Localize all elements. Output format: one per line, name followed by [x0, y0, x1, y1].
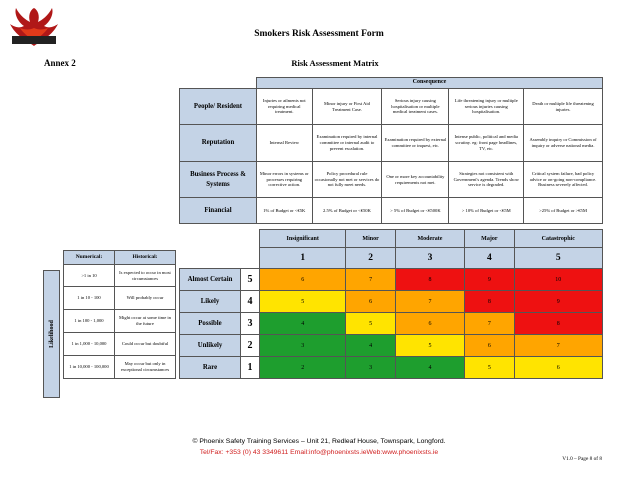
risk-score-cell: 5 [395, 335, 464, 357]
footer-contact: Tel/Fax: +353 (0) 43 3349611 Email:info@phoenixsts.ieWeb:www.phoenixsts.ie [199, 449, 439, 456]
table-row [64, 356, 176, 379]
likelihood-axis-label [43, 270, 60, 398]
consequence-cell: > 10% of Budget or <€5M [449, 198, 524, 224]
risk-score-cell: 10 [514, 269, 602, 291]
historical-cell: Will probably occur [115, 287, 176, 310]
historical-cell: Might occur at some time in the future [115, 310, 176, 333]
consequence-cell: Minor injury or First Aid Treatment Case. [312, 89, 382, 125]
risk-score-cell: 7 [346, 269, 395, 291]
likelihood-descriptor-table [63, 250, 176, 379]
table-row [180, 162, 603, 198]
table-row [180, 125, 603, 162]
severity-label: Moderate [395, 230, 464, 248]
likelihood-label: Unlikely [180, 335, 241, 357]
consequence-cell: Internal Review [257, 125, 313, 162]
consequence-cell: Death or multiple life threatening injuries. [524, 89, 603, 125]
likelihood-rank: 5 [241, 269, 260, 291]
consequence-cell: Policy procedural rule occasionally not met or services do not fully meet needs. [312, 162, 382, 198]
likelihood-label: Likely [180, 291, 241, 313]
consequence-cell: 2.5% of Budget or <€50K [312, 198, 382, 224]
likelihood-label: Possible [180, 313, 241, 335]
consequence-cell: Injuries or ailments not requiring medical treatment. [257, 89, 313, 125]
numerical-cell: 1 in 1,000 - 10,000 [64, 333, 115, 356]
likelihood-rank: 4 [241, 291, 260, 313]
consequence-cell: Life threatening injury or multiple serious injuries causing hospitalisation. [449, 89, 524, 125]
consequence-cell: Intense public, political and media scrutiny. eg: front page headlines, TV, etc. [449, 125, 524, 162]
row-label: Business Process & Systems [180, 162, 257, 198]
severity-number: 2 [346, 248, 395, 269]
risk-score-cell: 6 [514, 357, 602, 379]
consequence-heading: Consequence [257, 78, 603, 89]
row-label: Financial [180, 198, 257, 224]
likelihood-label: Rare [180, 357, 241, 379]
likelihood-rank: 3 [241, 313, 260, 335]
likelihood-axis-text: Likelihood [48, 320, 55, 348]
table-row [180, 357, 603, 379]
footer-address: © Phoenix Safety Training Services – Unit 21, Redleaf House, Townspark, Longford. [192, 438, 446, 445]
risk-score-cell: 9 [465, 269, 514, 291]
consequence-cell: Critical system failure, bad policy advice or on-going non-compliance. Business severely affected. [524, 162, 603, 198]
severity-label: Catastrophic [514, 230, 602, 248]
risk-score-cell: 7 [395, 291, 464, 313]
risk-score-cell: 5 [260, 291, 346, 313]
risk-score-cell: 6 [260, 269, 346, 291]
form-title: Smokers Risk Assessment Form [254, 29, 384, 39]
table-row [180, 198, 603, 224]
risk-score-cell: 2 [260, 357, 346, 379]
severity-label: Minor [346, 230, 395, 248]
risk-score-cell: 8 [465, 291, 514, 313]
row-label: People/ Resident [180, 89, 257, 125]
risk-score-cell: 5 [465, 357, 514, 379]
historical-header: Historical: [115, 251, 176, 265]
historical-cell: Is expected to occur in most circumstances [115, 265, 176, 287]
consequence-cell: >25% of Budget or >€5M [524, 198, 603, 224]
risk-score-cell: 4 [346, 335, 395, 357]
consequence-cell: Strategies not consistent with Government's agenda. Trends show service is degraded. [449, 162, 524, 198]
likelihood-rank: 1 [241, 357, 260, 379]
risk-score-cell: 3 [260, 335, 346, 357]
consequence-cell: > 5% of Budget or <€500K [382, 198, 449, 224]
numerical-cell: >1 in 10 [64, 265, 115, 287]
severity-number: 3 [395, 248, 464, 269]
numerical-header: Numerical: [64, 251, 115, 265]
numerical-cell: 1 in 100 - 1,000 [64, 310, 115, 333]
historical-cell: May occur but only in exceptional circumstances [115, 356, 176, 379]
numerical-cell: 1 in 10 - 100 [64, 287, 115, 310]
blank-cell [180, 230, 260, 248]
consequence-cell: One or more key accountability requirements not met. [382, 162, 449, 198]
table-row [64, 333, 176, 356]
consequence-cell: Serious injury causing hospitalisation or multiple medical treatment cases. [382, 89, 449, 125]
table-row [180, 335, 603, 357]
consequence-cell: Examination required by internal committee or internal audit to prevent escalation. [312, 125, 382, 162]
risk-score-cell: 6 [465, 335, 514, 357]
risk-matrix-table [179, 229, 603, 379]
table-row [180, 313, 603, 335]
consequence-cell: Minor errors in systems or processes requiring corrective action. [257, 162, 313, 198]
risk-score-cell: 3 [346, 357, 395, 379]
phoenix-logo-icon [6, 6, 62, 48]
consequence-cell: 1% of Budget or <€5K [257, 198, 313, 224]
table-row [180, 269, 603, 291]
risk-score-cell: 4 [395, 357, 464, 379]
page-version: V1.0 – Page 8 of 8 [562, 456, 602, 462]
consequence-table [179, 77, 603, 224]
risk-score-cell: 7 [514, 335, 602, 357]
table-row [180, 291, 603, 313]
risk-score-cell: 4 [260, 313, 346, 335]
table-row [64, 310, 176, 333]
severity-number: 1 [260, 248, 346, 269]
row-label: Reputation [180, 125, 257, 162]
historical-cell: Could occur but doubtful [115, 333, 176, 356]
severity-number: 5 [514, 248, 602, 269]
severity-label: Insignificant [260, 230, 346, 248]
matrix-title: Risk Assessment Matrix [291, 58, 379, 68]
risk-score-cell: 8 [514, 313, 602, 335]
table-row [64, 287, 176, 310]
numerical-cell: 1 in 10,000 - 100,000 [64, 356, 115, 379]
risk-score-cell: 7 [465, 313, 514, 335]
table-row [64, 265, 176, 287]
risk-score-cell: 8 [395, 269, 464, 291]
risk-score-cell: 9 [514, 291, 602, 313]
likelihood-rank: 2 [241, 335, 260, 357]
risk-score-cell: 5 [346, 313, 395, 335]
likelihood-label: Almost Certain [180, 269, 241, 291]
severity-label: Major [465, 230, 514, 248]
risk-score-cell: 6 [346, 291, 395, 313]
consequence-cell: Examination required by external committee or inquest, etc. [382, 125, 449, 162]
annex-label: Annex 2 [44, 58, 76, 68]
consequence-cell: Assembly inquiry or Commission of inquiry or adverse national media. [524, 125, 603, 162]
table-row [180, 89, 603, 125]
blank-cell [180, 248, 260, 269]
risk-score-cell: 6 [395, 313, 464, 335]
severity-number: 4 [465, 248, 514, 269]
blank-cell [180, 78, 257, 89]
